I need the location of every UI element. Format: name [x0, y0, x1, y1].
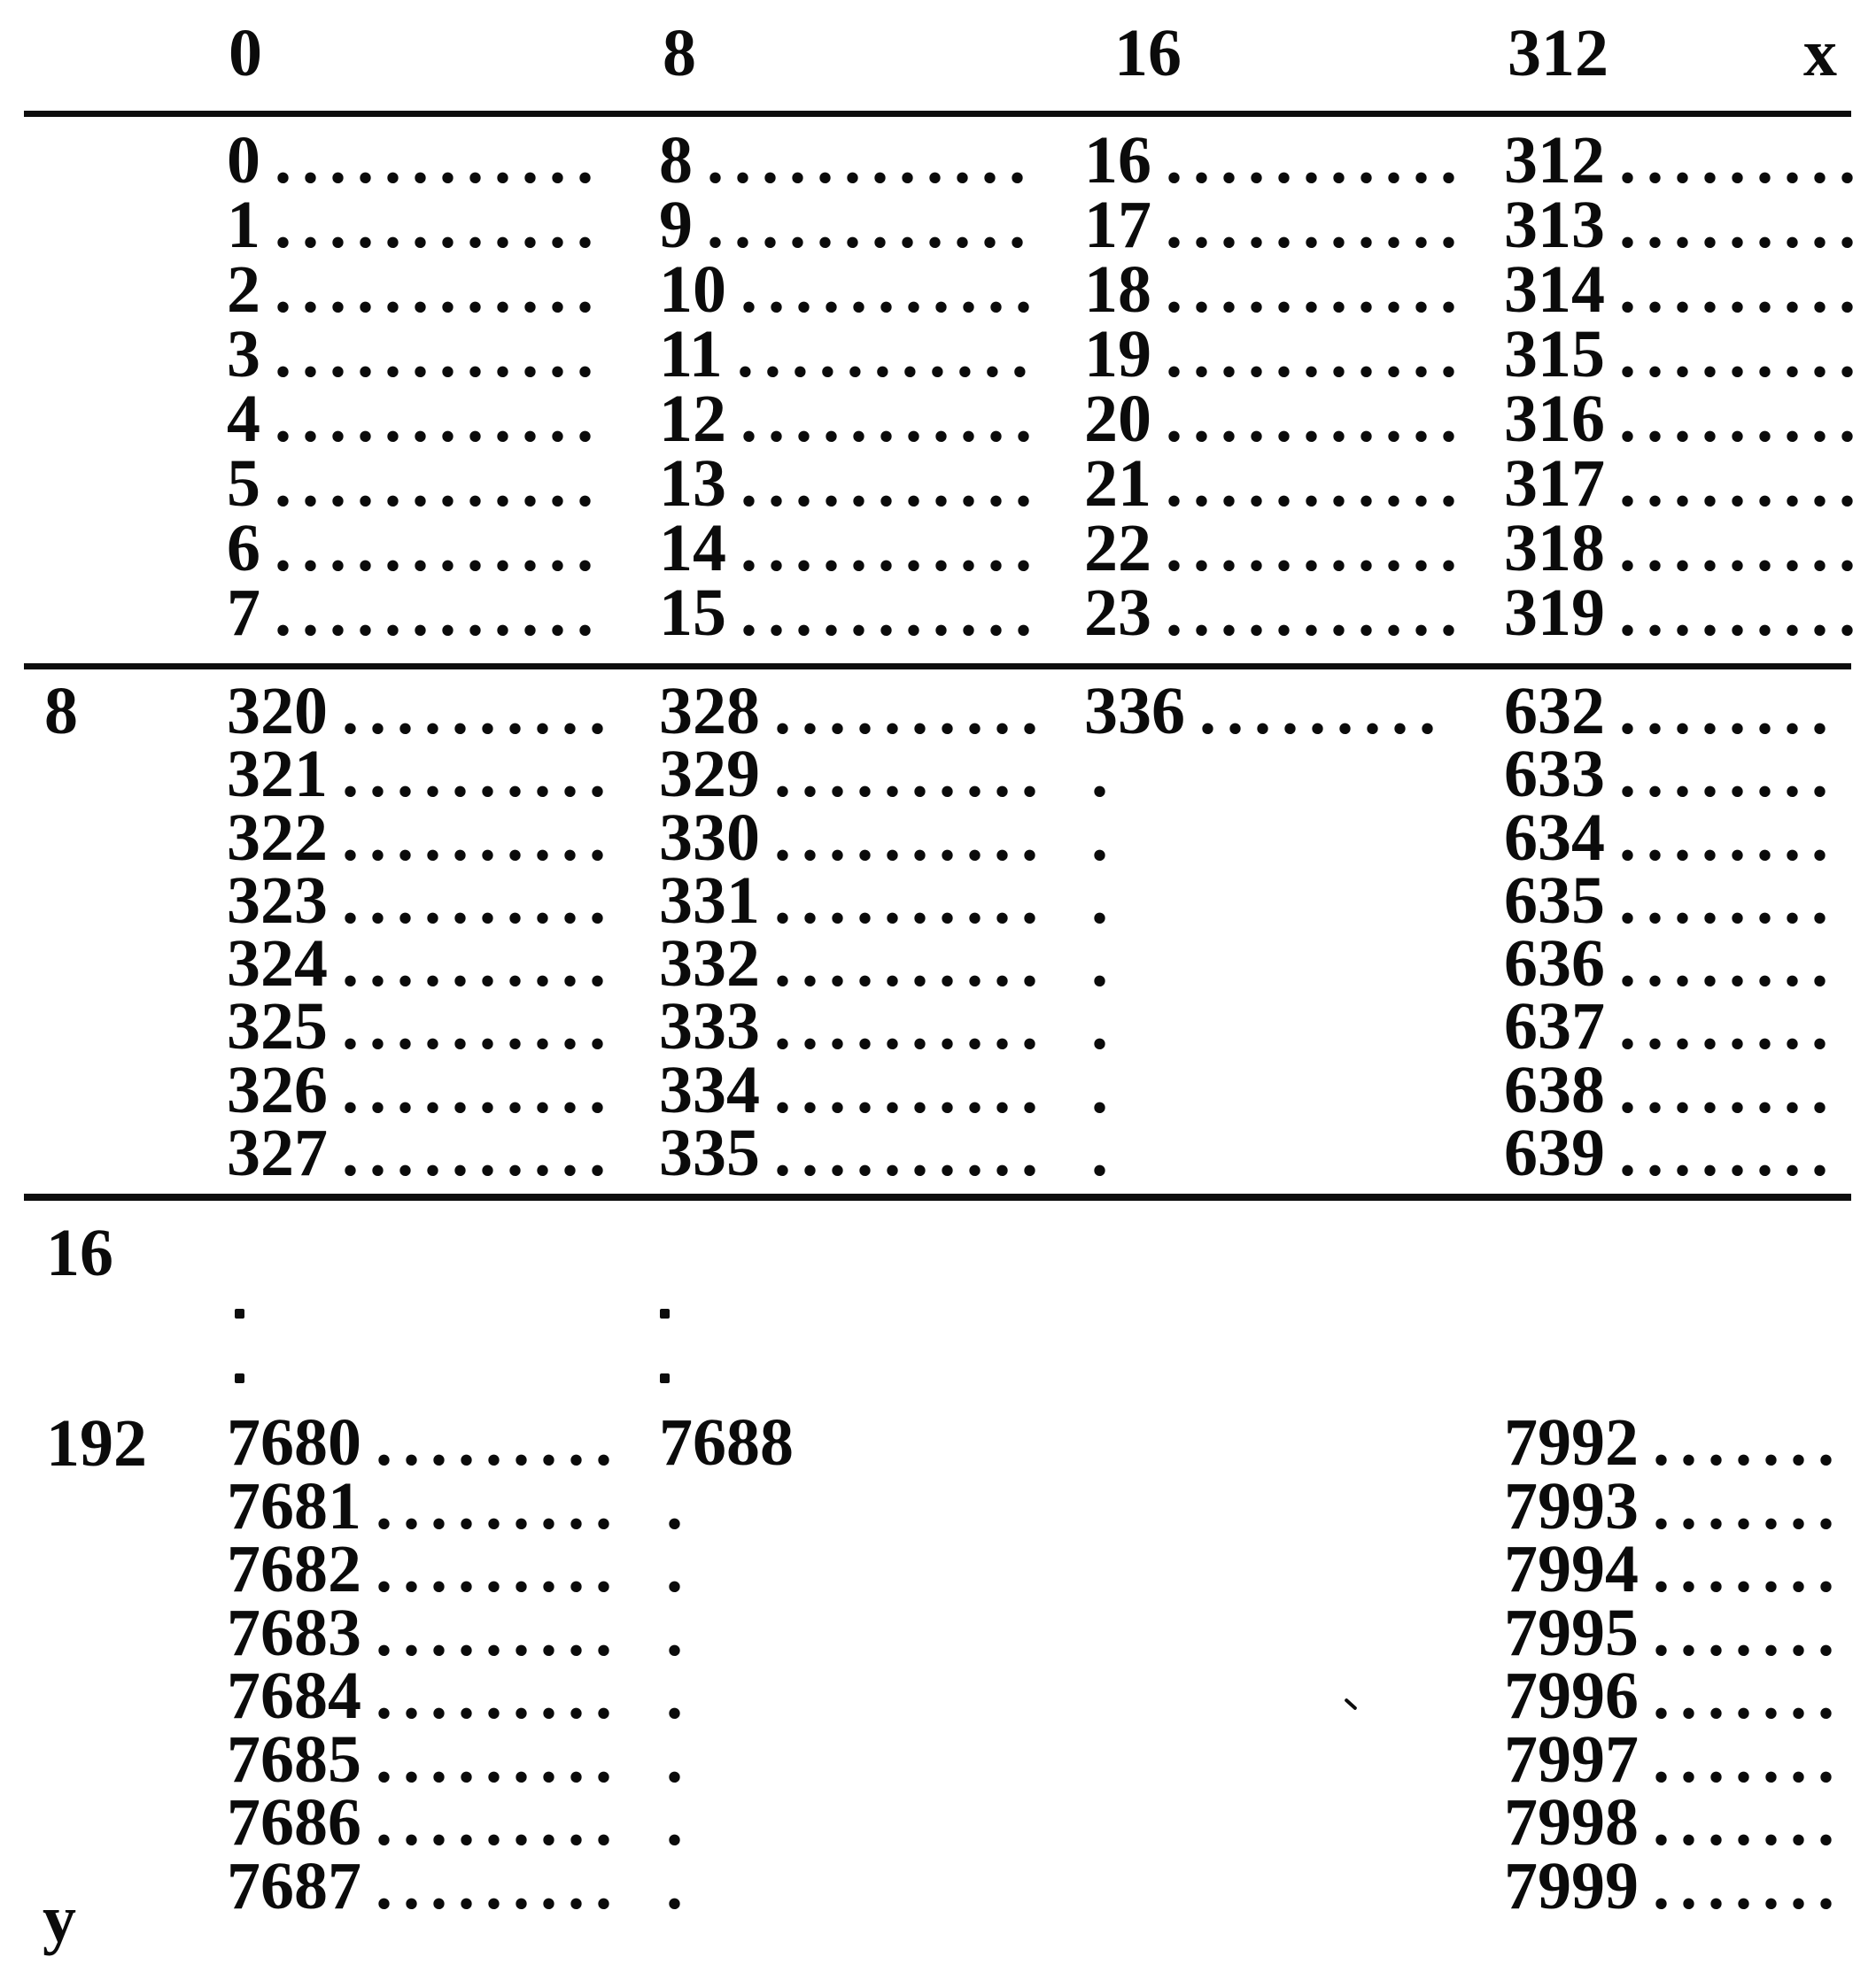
table-row	[227, 1659, 623, 1733]
middle-rule-2	[24, 1194, 1851, 1201]
table-row	[227, 674, 616, 748]
dot-leader: ..........	[342, 800, 616, 875]
table-row	[659, 1785, 794, 1860]
dot-leader: ..........	[774, 674, 1049, 748]
table-row	[1084, 576, 1468, 650]
table-row	[659, 252, 1043, 327]
table-row	[659, 1052, 1049, 1127]
cell-number: 315	[1504, 317, 1605, 391]
dot-leader: .........	[1619, 188, 1866, 262]
continuation-dot: .	[666, 1848, 683, 1923]
cell-number: 5	[227, 446, 260, 521]
dot-leader: .........	[1619, 123, 1866, 197]
table-row	[659, 188, 1043, 262]
middle-rule-1	[24, 663, 1851, 669]
section-y-rows-192-column-1	[659, 1405, 794, 1923]
table-row	[227, 317, 604, 391]
dot-leader: ............	[275, 446, 604, 521]
dot-leader: ............	[707, 188, 1036, 262]
cell-number: 2	[227, 252, 260, 327]
table-row	[1504, 576, 1866, 650]
table-row	[227, 446, 604, 521]
column-header-312: 312	[1508, 16, 1609, 90]
dot-leader: ............	[275, 576, 604, 650]
cell-number: 326	[227, 1052, 328, 1127]
dot-leader: ...........	[1166, 317, 1468, 391]
dot-leader: ........	[1619, 737, 1839, 812]
dot-leader: ...........	[1166, 123, 1468, 197]
cell-number: 7998	[1504, 1785, 1639, 1860]
table-row	[659, 674, 1049, 748]
cell-number: 637	[1504, 989, 1605, 1064]
top-rule	[24, 111, 1851, 117]
cell-number: 7684	[227, 1659, 361, 1733]
dot-leader: ..........	[774, 926, 1049, 1002]
column-header-0: 0	[229, 16, 262, 90]
dot-leader: ..........	[774, 800, 1049, 875]
continuation-dot: .	[1091, 1116, 1108, 1191]
cell-number: 8	[659, 123, 693, 197]
table-row	[1084, 123, 1468, 197]
section-y-rows-8-column-3	[1504, 674, 1839, 1191]
table-row	[227, 1116, 616, 1191]
cell-number: 19	[1084, 317, 1151, 391]
table-row	[1084, 252, 1468, 327]
table-row	[1504, 1785, 1845, 1860]
continuation-dot: .	[1091, 737, 1108, 812]
table-row	[227, 1052, 616, 1127]
dot-leader: ............	[707, 123, 1036, 197]
cell-number: 7683	[227, 1595, 361, 1670]
column-header-16: 16	[1114, 16, 1182, 90]
cell-number: 325	[227, 989, 328, 1064]
table-row	[1084, 926, 1446, 1002]
cell-number: 7687	[227, 1848, 361, 1923]
table-row	[1504, 1116, 1839, 1191]
table-row	[227, 188, 604, 262]
cell-number: 14	[659, 511, 726, 585]
stray-mark	[1344, 1698, 1357, 1710]
dot-leader: ..........	[774, 1116, 1049, 1191]
cell-number: 323	[227, 862, 328, 938]
continuation-dot: .	[1091, 1052, 1108, 1127]
cell-number: 1	[227, 188, 260, 262]
dot-leader: ..........	[342, 862, 616, 938]
table-row	[659, 1721, 794, 1797]
cell-number: 7999	[1504, 1848, 1639, 1923]
table-row	[659, 511, 1043, 585]
table-row	[1504, 862, 1839, 938]
cell-number: 16	[1084, 123, 1151, 197]
dot-leader: ........	[1619, 1116, 1839, 1191]
cell-number: 321	[227, 737, 328, 812]
table-row	[659, 123, 1043, 197]
dot-leader: ..........	[342, 1052, 616, 1127]
dot-leader: .........	[1619, 576, 1866, 650]
dot-leader: ........	[1619, 800, 1839, 875]
cell-number: 314	[1504, 252, 1605, 327]
table-row	[659, 1468, 794, 1543]
table-row	[227, 800, 616, 875]
table-row	[227, 382, 604, 456]
table-row	[1504, 317, 1866, 391]
dot-leader: ............	[275, 123, 604, 197]
dot-leader: ............	[275, 188, 604, 262]
dot-leader: ........	[1619, 862, 1839, 938]
cell-number: 634	[1504, 800, 1605, 875]
table-row	[1084, 800, 1446, 875]
table-row	[659, 926, 1049, 1002]
section-y-rows-0-column-1	[659, 123, 1043, 650]
table-row	[1084, 1052, 1446, 1127]
section-y-rows-8-column-0	[227, 674, 616, 1191]
dot-leader: ...........	[740, 576, 1043, 650]
cell-number: 331	[659, 862, 760, 938]
table-row	[659, 800, 1049, 875]
cell-number: 633	[1504, 737, 1605, 812]
dot-leader: ............	[275, 511, 604, 585]
cell-number: 7996	[1504, 1659, 1639, 1733]
table-row	[227, 1848, 623, 1923]
cell-number: 10	[659, 252, 726, 327]
dot-leader: .......	[1653, 1848, 1845, 1923]
table-row	[227, 862, 616, 938]
table-row	[1504, 800, 1839, 875]
dot-leader: .......	[1653, 1595, 1845, 1670]
table-row	[1084, 188, 1468, 262]
table-row	[659, 862, 1049, 938]
table-row	[1504, 382, 1866, 456]
continuation-dot: .	[666, 1595, 683, 1670]
table-row	[227, 1405, 623, 1480]
dot-leader: .......	[1653, 1468, 1845, 1543]
cell-number: 18	[1084, 252, 1151, 327]
dot-leader: ............	[275, 382, 604, 456]
dot-leader: .......	[1653, 1721, 1845, 1797]
cell-number: 329	[659, 737, 760, 812]
table-row	[227, 1721, 623, 1797]
dot-leader: ........	[1619, 989, 1839, 1064]
table-row	[227, 926, 616, 1002]
table-row	[1504, 1721, 1845, 1797]
dot-leader: ........	[1619, 1052, 1839, 1127]
section-y-rows-8-column-1	[659, 674, 1049, 1191]
continuation-dot: .	[666, 1468, 683, 1543]
cell-number: 7688	[659, 1405, 794, 1480]
dot-leader: .........	[1199, 674, 1446, 748]
table-row	[1084, 511, 1468, 585]
row-header-192: 192	[46, 1406, 147, 1481]
dot-leader: .........	[1619, 317, 1866, 391]
table-row	[227, 737, 616, 812]
table-row	[1504, 1405, 1845, 1480]
cell-number: 635	[1504, 862, 1605, 938]
dot-leader: ...........	[1166, 446, 1468, 521]
cell-number: 312	[1504, 123, 1605, 197]
table-row	[659, 317, 1043, 391]
table-row	[659, 1595, 794, 1670]
table-row	[1504, 1848, 1845, 1923]
table-row	[659, 446, 1043, 521]
cell-number: 336	[1084, 674, 1185, 748]
cell-number: 22	[1084, 511, 1151, 585]
dot-leader: .......	[1653, 1405, 1845, 1480]
cell-number: 332	[659, 926, 760, 1002]
dot-leader: ..........	[774, 989, 1049, 1064]
table-row	[1504, 1532, 1845, 1606]
cell-number: 20	[1084, 382, 1151, 456]
continuation-dot: .	[1091, 926, 1108, 1002]
cell-number: 12	[659, 382, 726, 456]
table-row	[1504, 252, 1866, 327]
table-row	[1504, 188, 1866, 262]
dot-leader: ...........	[1166, 382, 1468, 456]
table-row	[1084, 382, 1468, 456]
cell-number: 322	[227, 800, 328, 875]
dot-leader: .......	[1653, 1785, 1845, 1860]
dot-leader: ...........	[1166, 576, 1468, 650]
section-y-rows-192-column-0	[227, 1405, 623, 1923]
dot-leader: .........	[376, 1468, 623, 1543]
continuation-dot: .	[666, 1532, 683, 1606]
section-y-rows-0-column-3	[1504, 123, 1866, 650]
cell-number: 7993	[1504, 1468, 1639, 1543]
dot-leader: .......	[1653, 1532, 1845, 1606]
dot-leader: ..........	[342, 674, 616, 748]
continuation-dot	[660, 1309, 670, 1319]
continuation-dot: .	[666, 1721, 683, 1797]
cell-number: 335	[659, 1116, 760, 1191]
dot-leader: ...........	[740, 511, 1043, 585]
cell-number: 7682	[227, 1532, 361, 1606]
dot-leader: ............	[275, 252, 604, 327]
cell-number: 23	[1084, 576, 1151, 650]
cell-number: 21	[1084, 446, 1151, 521]
cell-number: 6	[227, 511, 260, 585]
cell-number: 7995	[1504, 1595, 1639, 1670]
continuation-dot	[235, 1309, 244, 1319]
dot-leader: .........	[376, 1532, 623, 1606]
table-row	[227, 252, 604, 327]
table-row	[227, 576, 604, 650]
dot-leader: ..........	[342, 1116, 616, 1191]
dot-leader: ...........	[740, 446, 1043, 521]
dot-leader: .........	[1619, 382, 1866, 456]
table-row	[227, 1532, 623, 1606]
table-row	[227, 1785, 623, 1860]
table-row	[227, 1468, 623, 1543]
section-y-rows-0-column-2	[1084, 123, 1468, 650]
dot-leader: .........	[376, 1721, 623, 1797]
continuation-dot: .	[1091, 862, 1108, 938]
dot-leader: .........	[1619, 252, 1866, 327]
cell-number: 313	[1504, 188, 1605, 262]
cell-number: 7685	[227, 1721, 361, 1797]
cell-number: 7994	[1504, 1532, 1639, 1606]
table-row	[659, 1532, 794, 1606]
dot-leader: ..........	[774, 1052, 1049, 1127]
cell-number: 324	[227, 926, 328, 1002]
dot-leader: .........	[1619, 446, 1866, 521]
cell-number: 316	[1504, 382, 1605, 456]
table-row	[1084, 989, 1446, 1064]
dot-leader: ...........	[736, 317, 1039, 391]
dot-leader: .......	[1653, 1659, 1845, 1733]
table-row	[659, 989, 1049, 1064]
table-row	[1504, 123, 1866, 197]
continuation-dot	[235, 1373, 244, 1383]
cell-number: 9	[659, 188, 693, 262]
dot-leader: ............	[275, 317, 604, 391]
dot-leader: ...........	[740, 252, 1043, 327]
continuation-dot: .	[666, 1785, 683, 1860]
table-row	[1084, 1116, 1446, 1191]
cell-number: 320	[227, 674, 328, 748]
dot-leader: .........	[376, 1785, 623, 1860]
cell-number: 11	[659, 317, 723, 391]
cell-number: 15	[659, 576, 726, 650]
table-row	[227, 1595, 623, 1670]
dot-leader: .........	[376, 1848, 623, 1923]
table-row	[659, 1848, 794, 1923]
dot-leader: ...........	[1166, 188, 1468, 262]
cell-number: 327	[227, 1116, 328, 1191]
table-row	[659, 576, 1043, 650]
table-row	[1504, 1595, 1845, 1670]
table-row	[1504, 1052, 1839, 1127]
continuation-dot: .	[1091, 989, 1108, 1064]
cell-number: 7992	[1504, 1405, 1639, 1480]
table-row	[1084, 446, 1468, 521]
dot-leader: ..........	[774, 737, 1049, 812]
table-row	[1504, 511, 1866, 585]
x-axis-label: x	[1803, 16, 1837, 90]
table-row	[659, 1659, 794, 1733]
dot-leader: .........	[376, 1659, 623, 1733]
cell-number: 632	[1504, 674, 1605, 748]
cell-number: 636	[1504, 926, 1605, 1002]
table-row	[1504, 1659, 1845, 1733]
cell-number: 319	[1504, 576, 1605, 650]
cell-number: 638	[1504, 1052, 1605, 1127]
dot-leader: ..........	[342, 989, 616, 1064]
table-row	[659, 1116, 1049, 1191]
row-header-8: 8	[44, 674, 78, 748]
continuation-dot: .	[666, 1659, 683, 1733]
continuation-dot	[660, 1373, 670, 1383]
dot-leader: ...........	[1166, 252, 1468, 327]
table-row	[227, 511, 604, 585]
section-y-rows-192-column-2	[1504, 1405, 1845, 1923]
table-row	[1504, 989, 1839, 1064]
dot-leader: .........	[376, 1595, 623, 1670]
cell-number: 333	[659, 989, 760, 1064]
cell-number: 7680	[227, 1405, 361, 1480]
dot-leader: ...........	[1166, 511, 1468, 585]
table-row	[1504, 1468, 1845, 1543]
dot-leader: ..........	[774, 862, 1049, 938]
dot-leader: ..........	[342, 926, 616, 1002]
section-y-rows-8-column-2	[1084, 674, 1446, 1191]
cell-number: 13	[659, 446, 726, 521]
dot-leader: ..........	[342, 737, 616, 812]
cell-number: 639	[1504, 1116, 1605, 1191]
table-row	[659, 1405, 794, 1480]
table-row	[227, 123, 604, 197]
cell-number: 328	[659, 674, 760, 748]
row-header-16: 16	[46, 1216, 113, 1290]
continuation-dot: .	[1091, 800, 1108, 875]
table-row	[1084, 317, 1468, 391]
dot-leader: .........	[376, 1405, 623, 1480]
dot-leader: .........	[1619, 511, 1866, 585]
table-row	[1504, 737, 1839, 812]
table-row	[659, 737, 1049, 812]
table-row	[1084, 674, 1446, 748]
cell-number: 7	[227, 576, 260, 650]
table-row	[1084, 862, 1446, 938]
column-header-8: 8	[663, 16, 696, 90]
table-row	[1504, 446, 1866, 521]
cell-number: 7681	[227, 1468, 361, 1543]
cell-number: 0	[227, 123, 260, 197]
table-row	[659, 382, 1043, 456]
cell-number: 318	[1504, 511, 1605, 585]
dot-leader: ........	[1619, 674, 1839, 748]
table-row	[1504, 674, 1839, 748]
table-row	[1084, 737, 1446, 812]
cell-number: 3	[227, 317, 260, 391]
y-axis-label: y	[43, 1882, 76, 1956]
cell-number: 334	[659, 1052, 760, 1127]
cell-number: 4	[227, 382, 260, 456]
cell-number: 317	[1504, 446, 1605, 521]
table-row	[1504, 926, 1839, 1002]
dot-leader: ...........	[740, 382, 1043, 456]
table-row	[227, 989, 616, 1064]
dot-leader: ........	[1619, 926, 1839, 1002]
cell-number: 7686	[227, 1785, 361, 1860]
section-y-rows-0-column-0	[227, 123, 604, 650]
cell-number: 17	[1084, 188, 1151, 262]
cell-number: 7997	[1504, 1721, 1639, 1797]
cell-number: 330	[659, 800, 760, 875]
